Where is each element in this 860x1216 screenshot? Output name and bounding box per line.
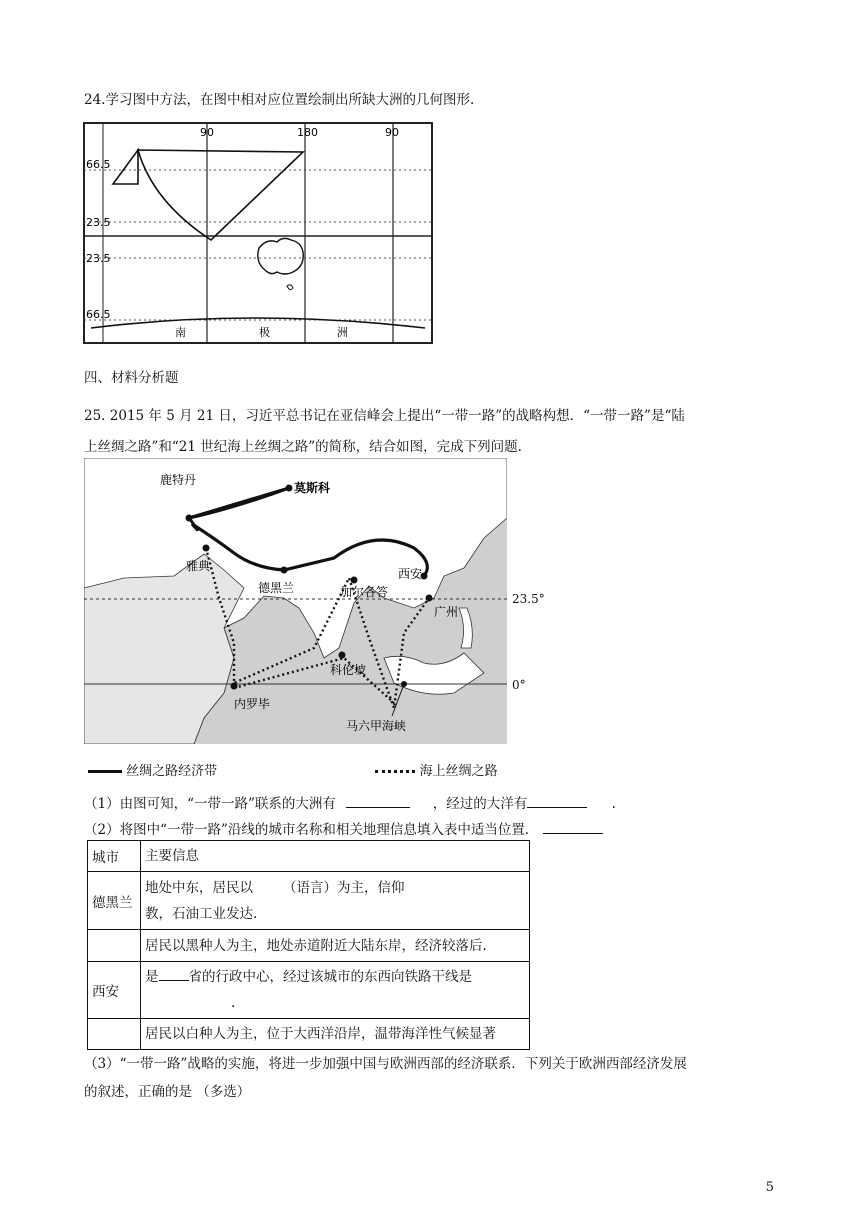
belt-road-map [84, 458, 507, 744]
answer-blank-continents[interactable] [346, 795, 410, 808]
city-moscow: 莫斯科 [294, 481, 331, 495]
city-guangzhou: 广州 [434, 605, 459, 619]
section-heading: 四、材料分析题 [84, 370, 179, 386]
answer-blank-province[interactable] [159, 968, 189, 981]
city-kolkata: 加尔各答 [340, 585, 389, 599]
table-header-city: 城市 [88, 841, 141, 872]
table-cell-city [88, 930, 141, 962]
table-cell-info: 居民以白种人为主，位于大西洋沿岸，温带海洋性气候显著 [141, 1019, 530, 1050]
table-cell-city [88, 1019, 141, 1050]
subquestion-2: （2）将图中“一带一路”沿线的城市名称和相关地理信息填入表中适当位置． [84, 818, 603, 838]
lat-235-label: 23.5° [512, 592, 545, 606]
table-cell-city: 西安 [88, 962, 141, 1019]
page-number: 5 [765, 1180, 774, 1195]
city-rotterdam: 鹿特丹 [160, 473, 197, 487]
city-colombo: 科伦坡 [330, 663, 367, 677]
table-cell-city: 德黑兰 [88, 872, 141, 930]
lat-label-235s: 23.5 [86, 252, 111, 265]
table-cell-info: 居民以黑种人为主，地处赤道附近大陆东岸，经济较落后. [141, 930, 530, 962]
continent-geometry-map [83, 122, 433, 344]
antarctica-label-1: 南 [175, 326, 186, 339]
legend-land-label: 丝绸之路经济带 [126, 764, 218, 779]
antarctica-label-3: 洲 [337, 326, 348, 339]
city-info-table [87, 840, 530, 1050]
strait-malacca: 马六甲海峡 [346, 719, 407, 733]
lat-label-665s: 66.5 [86, 308, 111, 321]
lat-0-label: 0° [512, 678, 526, 692]
city-tehran: 德黑兰 [258, 581, 295, 595]
subquestion-1: （1）由图可知，“一带一路”联系的大洲有 ，经过的大洋有 . [84, 796, 616, 812]
answer-blank-oceans[interactable] [527, 795, 587, 808]
legend-sea-label: 海上丝绸之路 [419, 764, 498, 779]
table-cell-info: 地处中东，居民以 （语言）为主，信仰 教，石油工业发达. [141, 872, 530, 930]
city-xian: 西安 [398, 567, 423, 581]
legend [88, 760, 498, 779]
lon-label-90b: 90 [385, 126, 399, 139]
lon-label-180: 180 [297, 126, 318, 139]
lon-label-90: 90 [200, 126, 214, 139]
lat-label-665n: 66.5 [86, 158, 111, 171]
question-25-intro-2: 上丝绸之路”和“21 世纪海上丝绸之路”的简称，结合如图，完成下列问题. [84, 439, 522, 455]
subquestion-3-line-2: 的叙述，正确的是 （多选） [84, 1084, 251, 1100]
answer-blank-table[interactable] [543, 821, 603, 834]
question-25-intro-1: 25. 2015 年 5 月 21 日，习近平总书记在亚信峰会上提出“一带一路”的战略构想．“一带一路”是“陆 [84, 408, 685, 424]
city-nairobi: 内罗毕 [234, 697, 271, 711]
subquestion-3-line-1: （3）“一带一路”战略的实施，将进一步加强中国与欧洲西部的经济联系．下列关于欧洲西部经济发展 [84, 1056, 687, 1072]
table-cell-info: 是 省的行政中心，经过该城市的东西向铁路干线是 . [141, 962, 530, 1019]
question-24-text: 24.学习图中方法，在图中相对应位置绘制出所缺大洲的几何图形. [84, 92, 475, 108]
city-athens: 雅典 [186, 559, 211, 573]
lat-label-235n: 23.5 [86, 216, 111, 229]
table-header-info: 主要信息 [141, 841, 530, 872]
antarctica-label-2: 极 [259, 326, 270, 339]
